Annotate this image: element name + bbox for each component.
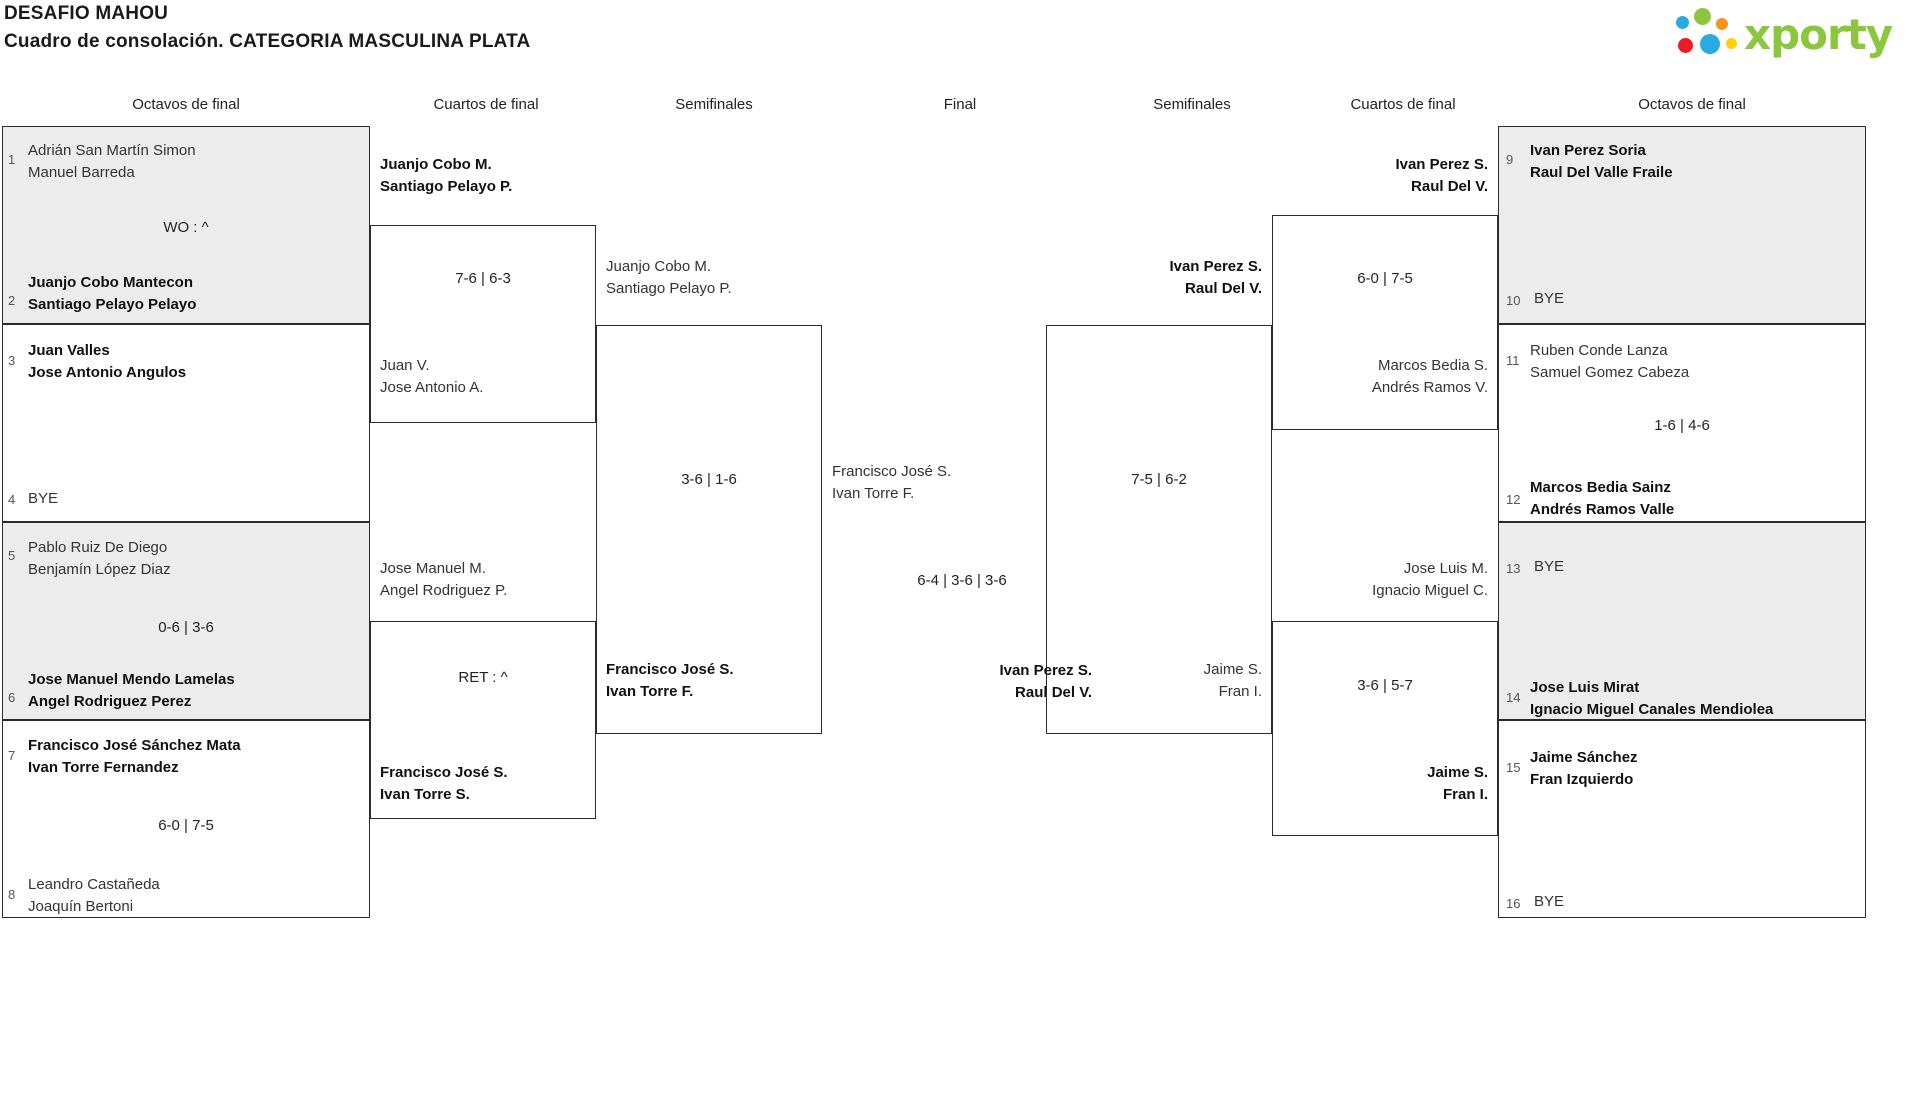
right-qf-player-3b: Ignacio Miguel C. bbox=[1372, 582, 1488, 599]
left-qf-score-1: 7-6 | 6-3 bbox=[455, 270, 511, 287]
right-player-16a: BYE bbox=[1534, 893, 1565, 910]
left-sf-player-1b: Santiago Pelayo P. bbox=[606, 280, 732, 297]
right-sf-player-2b: Fran I. bbox=[1218, 683, 1262, 700]
round-header-semifinales-left: Semifinales bbox=[675, 96, 753, 113]
right-player-14a: Jose Luis Mirat bbox=[1530, 679, 1640, 696]
right-qf-player-1a: Ivan Perez S. bbox=[1395, 156, 1488, 173]
left-player-5b: Benjamín López Diaz bbox=[28, 561, 171, 578]
left-player-7a: Francisco José Sánchez Mata bbox=[28, 737, 241, 754]
left-qf-player-4b: Ivan Torre S. bbox=[380, 786, 470, 803]
tournament-subtitle: Cuadro de consolación. CATEGORIA MASCULINA PLATA bbox=[4, 31, 531, 52]
logo-dot-cyan bbox=[1700, 34, 1720, 54]
left-r16-score-1: WO : ^ bbox=[163, 219, 209, 236]
right-qf-player-2a: Marcos Bedia S. bbox=[1377, 357, 1488, 374]
left-r16-score-3: 0-6 | 3-6 bbox=[158, 619, 214, 636]
right-qf-player-3a: Jose Luis M. bbox=[1403, 560, 1488, 577]
logo-dot-yellow bbox=[1726, 38, 1737, 49]
left-player-3a: Juan Valles bbox=[28, 342, 110, 359]
left-player-4a: BYE bbox=[28, 490, 59, 507]
final-score: 6-4 | 3-6 | 3-6 bbox=[917, 572, 1007, 589]
right-qf-score-2: 3-6 | 5-7 bbox=[1357, 677, 1413, 694]
left-qf-player-4a: Francisco José S. bbox=[380, 764, 508, 781]
left-player-3b: Jose Antonio Angulos bbox=[28, 364, 187, 381]
round-header-semifinales-right: Semifinales bbox=[1153, 96, 1231, 113]
left-seed-6: 6 bbox=[8, 690, 16, 705]
right-sf-player-2a: Jaime S. bbox=[1203, 661, 1262, 678]
left-seed-2: 2 bbox=[8, 293, 16, 308]
left-qf-player-2b: Jose Antonio A. bbox=[380, 379, 484, 396]
xporty-logo bbox=[1672, 8, 1912, 59]
right-player-9b: Raul Del Valle Fraile bbox=[1530, 164, 1673, 181]
round-header-cuartos-right: Cuartos de final bbox=[1350, 96, 1456, 113]
left-player-8b: Joaquín Bertoni bbox=[28, 898, 134, 915]
logo-dot-red bbox=[1678, 38, 1693, 53]
right-sf-player-1b: Raul Del V. bbox=[1185, 280, 1262, 297]
right-sf-score: 7-5 | 6-2 bbox=[1131, 471, 1187, 488]
logo-wordmark: xporty bbox=[1744, 10, 1893, 59]
left-player-6a: Jose Manuel Mendo Lamelas bbox=[28, 671, 235, 688]
right-qf-player-1b: Raul Del V. bbox=[1411, 178, 1488, 195]
tournament-title: DESAFIO MAHOU bbox=[4, 3, 169, 24]
right-qf-player-4a: Jaime S. bbox=[1427, 764, 1488, 781]
right-player-15b: Fran Izquierdo bbox=[1530, 771, 1634, 788]
final-right-player-b: Raul Del V. bbox=[1015, 684, 1092, 701]
round-header-octavos-left: Octavos de final bbox=[132, 96, 240, 113]
logo-dot-blue bbox=[1676, 16, 1689, 29]
left-player-1b: Manuel Barreda bbox=[28, 164, 135, 181]
right-seed-13: 13 bbox=[1506, 561, 1521, 576]
right-seed-9: 9 bbox=[1506, 152, 1514, 167]
round-header-cuartos-left: Cuartos de final bbox=[433, 96, 539, 113]
right-player-14b: Ignacio Miguel Canales Mendiolea bbox=[1530, 701, 1774, 718]
right-seed-11: 11 bbox=[1506, 353, 1520, 368]
round-header-final: Final bbox=[943, 96, 977, 113]
final-right-player-a: Ivan Perez S. bbox=[999, 662, 1092, 679]
right-player-12b: Andrés Ramos Valle bbox=[1530, 501, 1675, 518]
right-seed-16: 16 bbox=[1506, 896, 1521, 911]
right-r16-score-2: 1-6 | 4-6 bbox=[1654, 417, 1710, 434]
right-player-11a: Ruben Conde Lanza bbox=[1530, 342, 1668, 359]
left-qf-player-2a: Juan V. bbox=[380, 357, 430, 374]
round-header-octavos-right: Octavos de final bbox=[1638, 96, 1746, 113]
left-sf-player-2b: Ivan Torre F. bbox=[606, 683, 694, 700]
left-player-8a: Leandro Castañeda bbox=[28, 876, 160, 893]
left-seed-8: 8 bbox=[8, 887, 16, 902]
left-qf-player-3a: Jose Manuel M. bbox=[380, 560, 486, 577]
right-player-12a: Marcos Bedia Sainz bbox=[1530, 479, 1671, 496]
left-sf-player-2a: Francisco José S. bbox=[606, 661, 734, 678]
right-player-11b: Samuel Gomez Cabeza bbox=[1530, 364, 1690, 381]
left-seed-7: 7 bbox=[8, 748, 16, 763]
left-seed-3: 3 bbox=[8, 353, 16, 368]
right-seed-15: 15 bbox=[1506, 760, 1521, 775]
left-qf-player-1b: Santiago Pelayo P. bbox=[380, 178, 513, 195]
left-sf-player-1a: Juanjo Cobo M. bbox=[606, 258, 712, 275]
left-seed-4: 4 bbox=[8, 492, 16, 507]
right-qf-player-2b: Andrés Ramos V. bbox=[1371, 379, 1488, 396]
right-qf-score-1: 6-0 | 7-5 bbox=[1357, 270, 1413, 287]
left-qf-player-1a: Juanjo Cobo M. bbox=[380, 156, 492, 173]
left-r16-score-4: 6-0 | 7-5 bbox=[158, 817, 214, 834]
right-seed-10: 10 bbox=[1506, 293, 1521, 308]
left-seed-5: 5 bbox=[8, 548, 16, 563]
right-player-13a: BYE bbox=[1534, 558, 1565, 575]
left-player-2a: Juanjo Cobo Mantecon bbox=[28, 274, 193, 291]
left-player-5a: Pablo Ruiz De Diego bbox=[28, 539, 168, 556]
left-player-2b: Santiago Pelayo Pelayo bbox=[28, 296, 197, 313]
right-seed-14: 14 bbox=[1506, 690, 1521, 705]
left-player-6b: Angel Rodriguez Perez bbox=[28, 693, 192, 710]
right-qf-match1-box[interactable] bbox=[1272, 215, 1498, 430]
left-player-1a: Adrián San Martín Simon bbox=[28, 142, 196, 159]
final-left-player-b: Ivan Torre F. bbox=[832, 485, 915, 502]
right-sf-player-1a: Ivan Perez S. bbox=[1169, 258, 1262, 275]
right-qf-player-4b: Fran I. bbox=[1442, 786, 1488, 803]
left-qf-score-2: RET : ^ bbox=[458, 669, 508, 686]
logo-dot-orange bbox=[1716, 18, 1728, 30]
right-player-15a: Jaime Sánchez bbox=[1530, 749, 1638, 766]
left-qf-player-3b: Angel Rodriguez P. bbox=[380, 582, 508, 599]
right-player-10a: BYE bbox=[1534, 290, 1565, 307]
left-seed-1: 1 bbox=[8, 152, 16, 167]
left-sf-score: 3-6 | 1-6 bbox=[681, 471, 737, 488]
final-left-player-a: Francisco José S. bbox=[832, 463, 952, 480]
right-player-9a: Ivan Perez Soria bbox=[1530, 142, 1646, 159]
right-seed-12: 12 bbox=[1506, 492, 1521, 507]
logo-dot-green bbox=[1694, 8, 1711, 25]
left-player-7b: Ivan Torre Fernandez bbox=[28, 759, 179, 776]
